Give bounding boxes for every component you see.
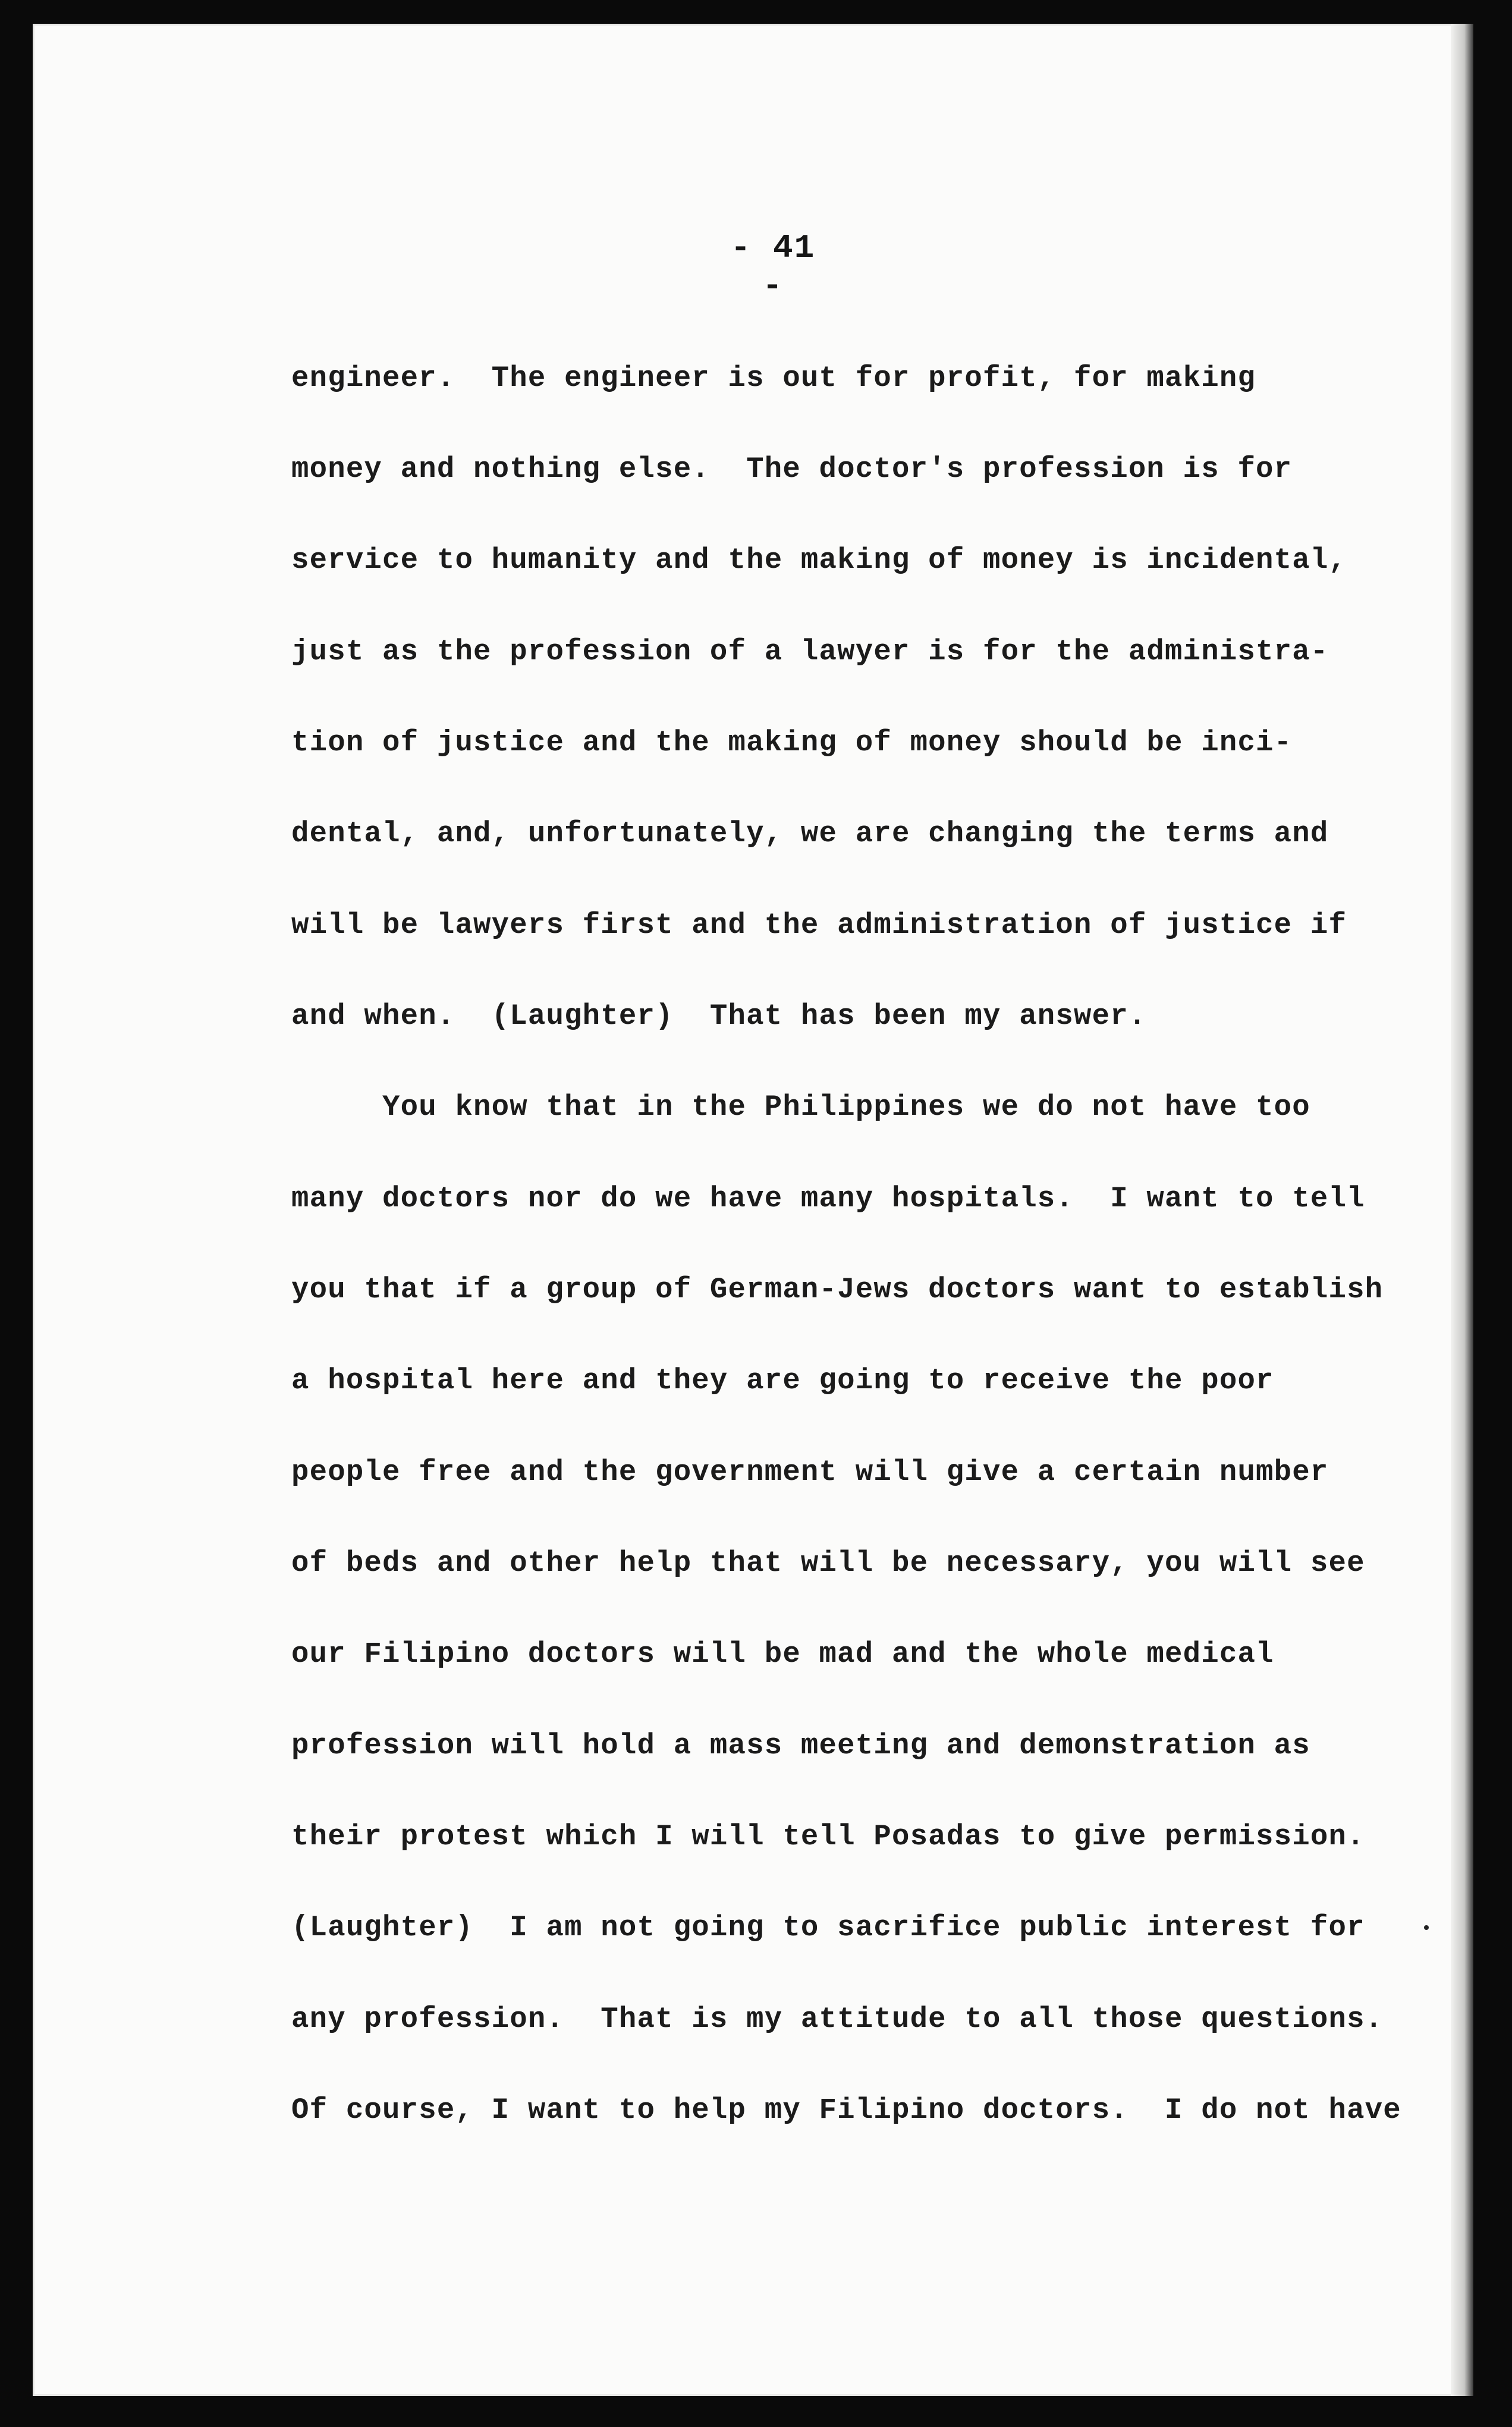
text-line: their protest which I will tell Posadas to give permission. [291,1820,1365,1853]
text-line: You know that in the Philippines we do not have too [291,1090,1310,1124]
page-number: - 41 - [730,229,816,305]
text-line: (Laughter) I am not going to sacrifice public interest for [291,1911,1365,1944]
text-line: Of course, I want to help my Filipino doctors. I do not have [291,2093,1401,2127]
text-line: profession will hold a mass meeting and demonstration as [291,1729,1310,1762]
text-line: our Filipino doctors will be mad and the whole medical [291,1637,1274,1671]
text-line: tion of justice and the making of money should be inci- [291,726,1293,759]
page-edge-shadow [1451,24,1473,2396]
text-line: many doctors nor do we have many hospitals. I want to tell [291,1182,1365,1215]
text-line: money and nothing else. The doctor's profession is for [291,452,1293,486]
text-line: a hospital here and they are going to receive the poor [291,1364,1274,1397]
text-line: and when. (Laughter) That has been my answer. [291,999,1147,1033]
text-line: will be lawyers first and the administration of justice if [291,908,1347,942]
text-line: any profession. That is my attitude to all those questions. [291,2002,1384,2036]
text-line: of beds and other help that will be necessary, you will see [291,1546,1365,1580]
text-line: you that if a group of German-Jews doctors want to establish [291,1273,1384,1306]
text-line: people free and the government will give a certain number [291,1455,1329,1489]
text-line: dental, and, unfortunately, we are changing the terms and [291,817,1329,850]
text-line: engineer. The engineer is out for profit, for making [291,361,1256,395]
text-line: service to humanity and the making of money is incidental, [291,543,1347,577]
text-line: just as the profession of a lawyer is for the administra- [291,635,1329,668]
margin-mark [1424,1925,1429,1930]
